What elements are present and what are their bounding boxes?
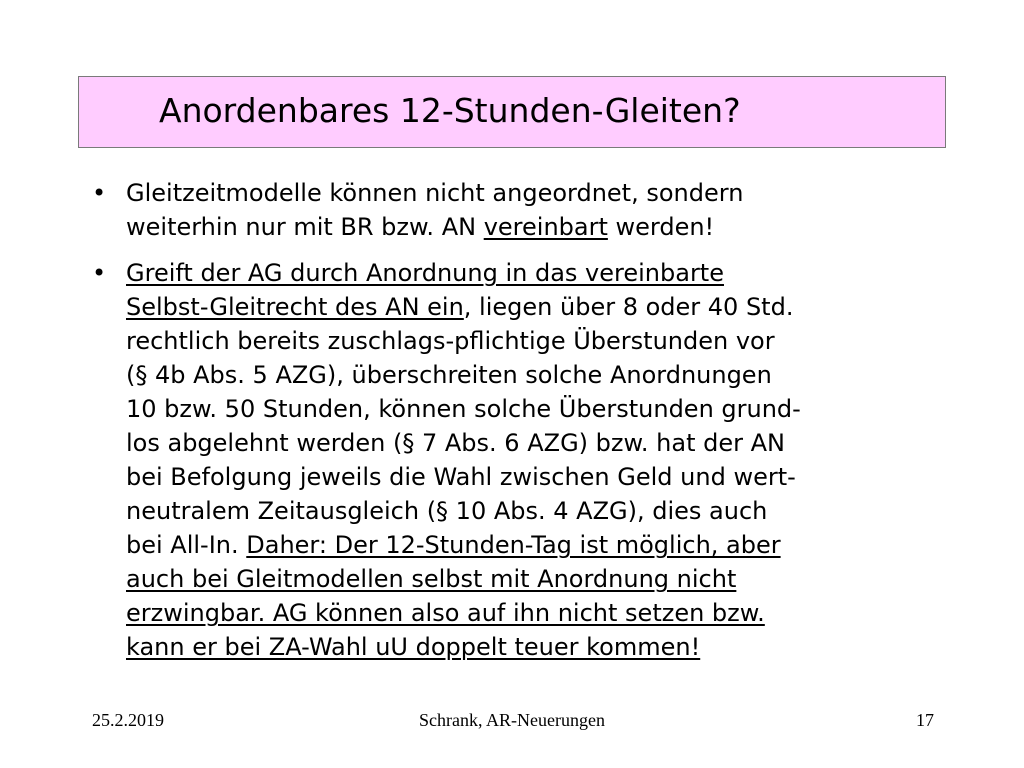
- bullet-line: [126, 392, 962, 426]
- underlined-text: Greift der AG durch Anordnung in das vereinbarte: [126, 259, 724, 287]
- text-segment: bei Befolgung jeweils die Wahl zwischen Geld und wert-: [126, 463, 796, 491]
- footer-date: 25.2.2019: [92, 710, 164, 730]
- bullet-list: [92, 176, 962, 676]
- bullet-line: [126, 562, 962, 596]
- underlined-text: Daher: Der 12-Stunden-Tag ist möglich, aber: [246, 531, 781, 559]
- bullet-line: [126, 176, 962, 210]
- slide-title: Anordenbares 12-Stunden-Gleiten?: [159, 91, 741, 130]
- underlined-text: erzwingbar. AG können also auf ihn nicht setzen bzw.: [126, 599, 765, 627]
- underlined-text: auch bei Gleitmodellen selbst mit Anordnung nicht: [126, 565, 737, 593]
- bullet-line: [126, 494, 962, 528]
- text-segment: neutralem Zeitausgleich (§ 10 Abs. 4 AZG), dies auch: [126, 497, 768, 525]
- bullet-marker: •: [92, 179, 107, 207]
- bullet-line: [126, 596, 962, 630]
- text-segment: weiterhin nur mit BR bzw. AN: [126, 213, 484, 241]
- underlined-text: Selbst-Gleitrecht des AN ein: [126, 293, 464, 321]
- bullet-line: [126, 324, 962, 358]
- bullet-line: [126, 528, 962, 562]
- underlined-text: vereinbart: [483, 213, 608, 241]
- bullet-item: [92, 176, 962, 244]
- page-number: 17: [916, 710, 934, 730]
- text-segment: bei All-In.: [126, 531, 247, 559]
- text-segment: (§ 4b Abs. 5 AZG), überschreiten solche Anordnungen: [126, 361, 772, 389]
- footer-center-text: Schrank, AR-Neuerungen: [419, 710, 605, 730]
- bullet-marker: •: [92, 259, 107, 287]
- bullet-line: [126, 630, 962, 664]
- bullet-item: [92, 256, 962, 664]
- bullet-line: [126, 460, 962, 494]
- text-segment: werden!: [607, 213, 715, 241]
- bullet-line: [126, 256, 962, 290]
- bullet-line: [126, 210, 962, 244]
- bullet-line: [126, 290, 962, 324]
- text-segment: , liegen über 8 oder 40 Std.: [463, 293, 794, 321]
- bullet-line: [126, 358, 962, 392]
- underlined-text: kann er bei ZA-Wahl uU doppelt teuer kommen!: [126, 633, 701, 661]
- title-box: [78, 76, 946, 148]
- text-segment: rechtlich bereits zuschlags-pflichtige Überstunden vor: [126, 327, 775, 355]
- bullet-line: [126, 426, 962, 460]
- text-segment: los abgelehnt werden (§ 7 Abs. 6 AZG) bzw. hat der AN: [126, 429, 785, 457]
- text-segment: 10 bzw. 50 Stunden, können solche Überstunden grund-: [126, 395, 801, 423]
- text-segment: Gleitzeitmodelle können nicht angeordnet, sondern: [126, 179, 744, 207]
